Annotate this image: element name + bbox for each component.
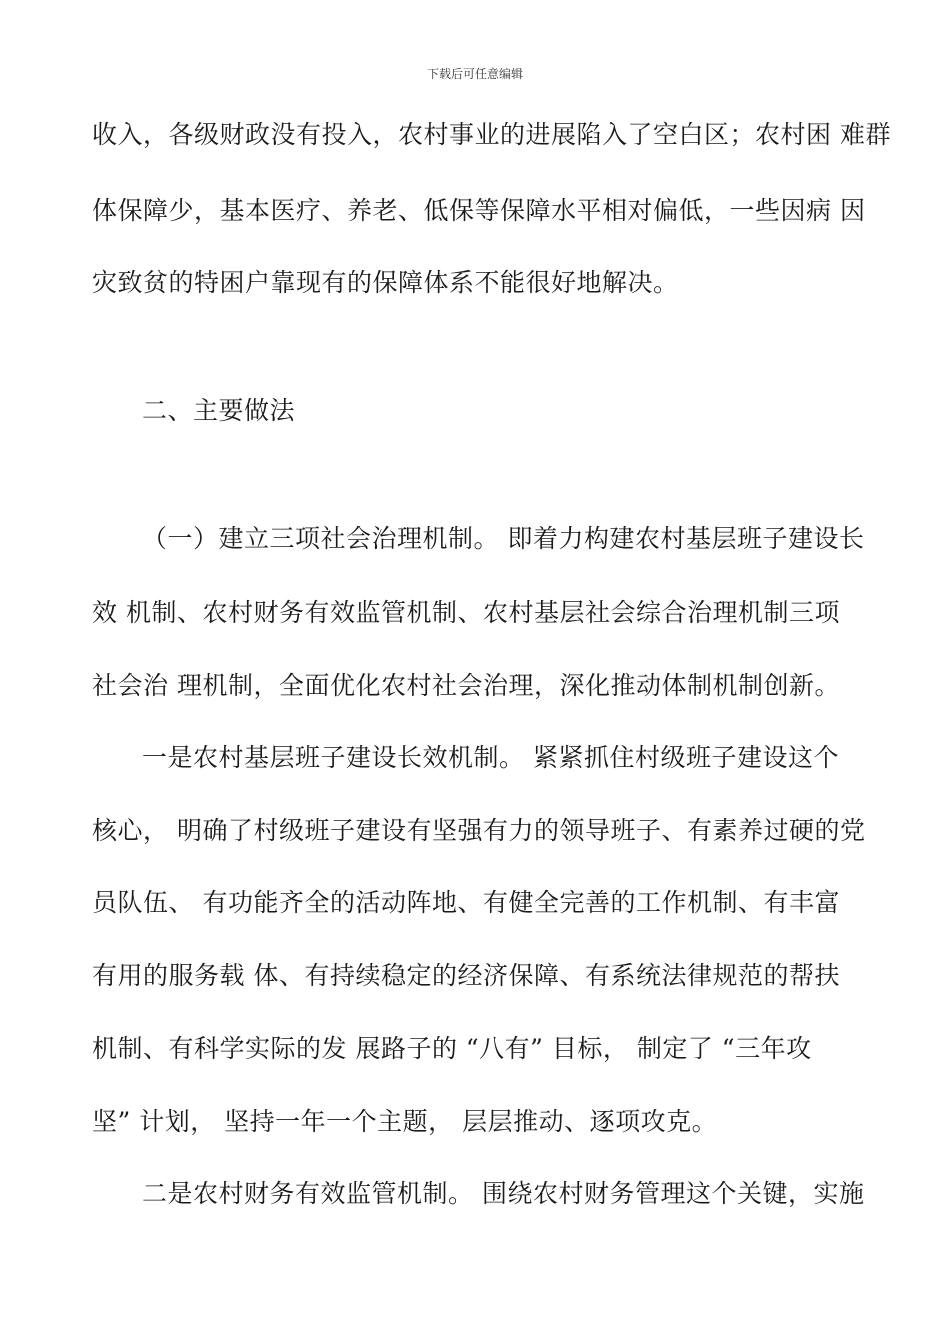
body-line-1: 收入，各级财政没有投入，农村事业的进展陷入了空白区；农村困 难群 (92, 120, 891, 149)
body-line-7: 社会治 理机制，全面优化农村社会治理，深化推动体制机制创新。 (92, 671, 840, 700)
body-line-5: （一）建立三项社会治理机制。 即着力构建农村基层班子建设长 (142, 524, 865, 553)
body-line-9: 核心， 明确了村级班子建设有坚强有力的领导班子、有素养过硬的党 (92, 816, 866, 845)
body-line-8: 一是农村基层班子建设长效机制。 紧紧抓住村级班子建设这个 (142, 743, 839, 772)
body-line-6: 效 机制、农村财务有效监管机制、农村基层社会综合治理机制三项 (92, 598, 840, 627)
section-heading: 二、主要做法 (142, 396, 296, 425)
body-line-11: 有用的服务载 体、有持续稳定的经济保障、有系统法律规范的帮扶 (92, 961, 840, 990)
body-line-13: 坚” 计划， 坚持一年一个主题， 层层推动、逐项攻克。 (92, 1107, 718, 1136)
body-line-12: 机制、有科学实际的发 展路子的 “八有” 目标， 制定了 “三年攻 (92, 1034, 812, 1063)
body-line-2: 体保障少，基本医疗、养老、低保等保障水平相对偏低，一些因病 因 (92, 196, 866, 225)
body-line-10: 员队伍、 有功能齐全的活动阵地、有健全完善的工作机制、有丰富 (92, 888, 840, 917)
body-line-3: 灾致贫的特困户靠现有的保障体系不能很好地解决。 (92, 268, 679, 297)
body-line-14: 二是农村财务有效监管机制。 围绕农村财务管理这个关键，实施 (142, 1179, 865, 1208)
page-header: 下载后可任意编辑 (426, 67, 523, 81)
